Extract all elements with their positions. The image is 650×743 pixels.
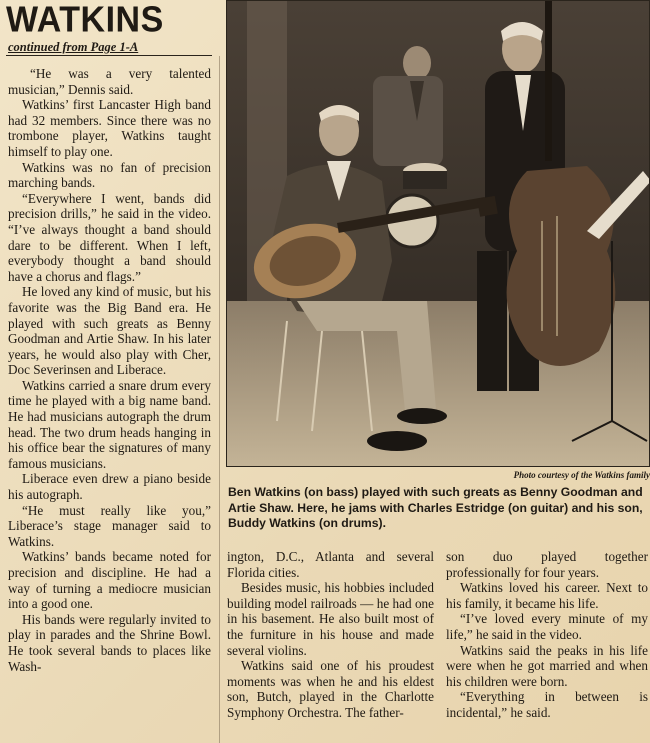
paragraph: “He must really like you,” Liberace’s stage manager said to Watkins. bbox=[8, 502, 211, 549]
headline-rule bbox=[6, 55, 212, 56]
paragraph: “Everything in between is incidental,” he said. bbox=[446, 689, 648, 720]
photo-illustration bbox=[227, 1, 650, 467]
paragraph: He loved any kind of music, but his favorite was the Big Band era. He played with such greats as Benny Goodman and Artie Shaw. In his later years, he would also play with Cher, Doc Severinsen and Liberace. bbox=[8, 284, 211, 378]
paragraph: ington, D.C., Atlanta and several Florida cities. bbox=[227, 549, 434, 580]
paragraph: “Everywhere I went, bands did precision drills,” he said in the video. “I’ve always thought a band should dare to be different. When I left, everybody thought a band should have a chorus and flags.” bbox=[8, 190, 211, 284]
paragraph: Watkins loved his career. Next to his family, it became his life. bbox=[446, 580, 648, 611]
paragraph: Watkins was no fan of precision marching bands. bbox=[8, 159, 211, 191]
column-divider bbox=[219, 56, 220, 743]
paragraph: Watkins said the peaks in his life were when he got married and when his children were born. bbox=[446, 642, 648, 689]
paragraph: Liberace even drew a piano beside his autograph. bbox=[8, 471, 211, 503]
paragraph: Watkins said one of his proudest moments was when he and his eldest son, Butch, played in the Charlotte Symphony Orchestra. The father- bbox=[227, 658, 434, 720]
paragraph: Watkins carried a snare drum every time he played with a big name band. He had musicians autograph the drum head. The two drum heads hanging in his office bear the signatures of many famous musicians. bbox=[8, 377, 211, 471]
paragraph: His bands were regularly invited to play in parades and the Shrine Bowl. He took several bands to places like Wash- bbox=[8, 611, 211, 674]
paragraph: “He was a very talented musician,” Dennis said. bbox=[8, 66, 211, 97]
band-photo bbox=[226, 0, 650, 467]
paragraph: Besides music, his hobbies included building model railroads — he had one in his basement. He also built most of the furniture in his house and made several violins. bbox=[227, 580, 434, 658]
article-column-2 bbox=[227, 549, 434, 721]
continued-line: continued from Page 1-A bbox=[8, 40, 139, 54]
paragraph: “I’ve loved every minute of my life,” he said in the video. bbox=[446, 611, 648, 642]
paragraph: son duo played together professionally for four years. bbox=[446, 549, 648, 580]
photo-credit: Photo courtesy of the Watkins family bbox=[513, 470, 650, 480]
paragraph: Watkins’ first Lancaster High band had 32 members. Since there was no trombone player, Watkins taught himself to play one. bbox=[8, 97, 211, 159]
article-column-1 bbox=[8, 66, 211, 674]
article-column-3 bbox=[446, 549, 648, 721]
paragraph: Watkins’ bands became noted for precision and discipline. He had a way of turning a mediocre musician into a good one. bbox=[8, 549, 211, 612]
headline: WATKINS bbox=[6, 0, 164, 40]
photo-caption: Ben Watkins (on bass) played with such greats as Benny Goodman and Artie Shaw. Here, he jams with Charles Estridge (on guitar) and his son, Buddy Watkins (on drums). bbox=[228, 485, 643, 530]
